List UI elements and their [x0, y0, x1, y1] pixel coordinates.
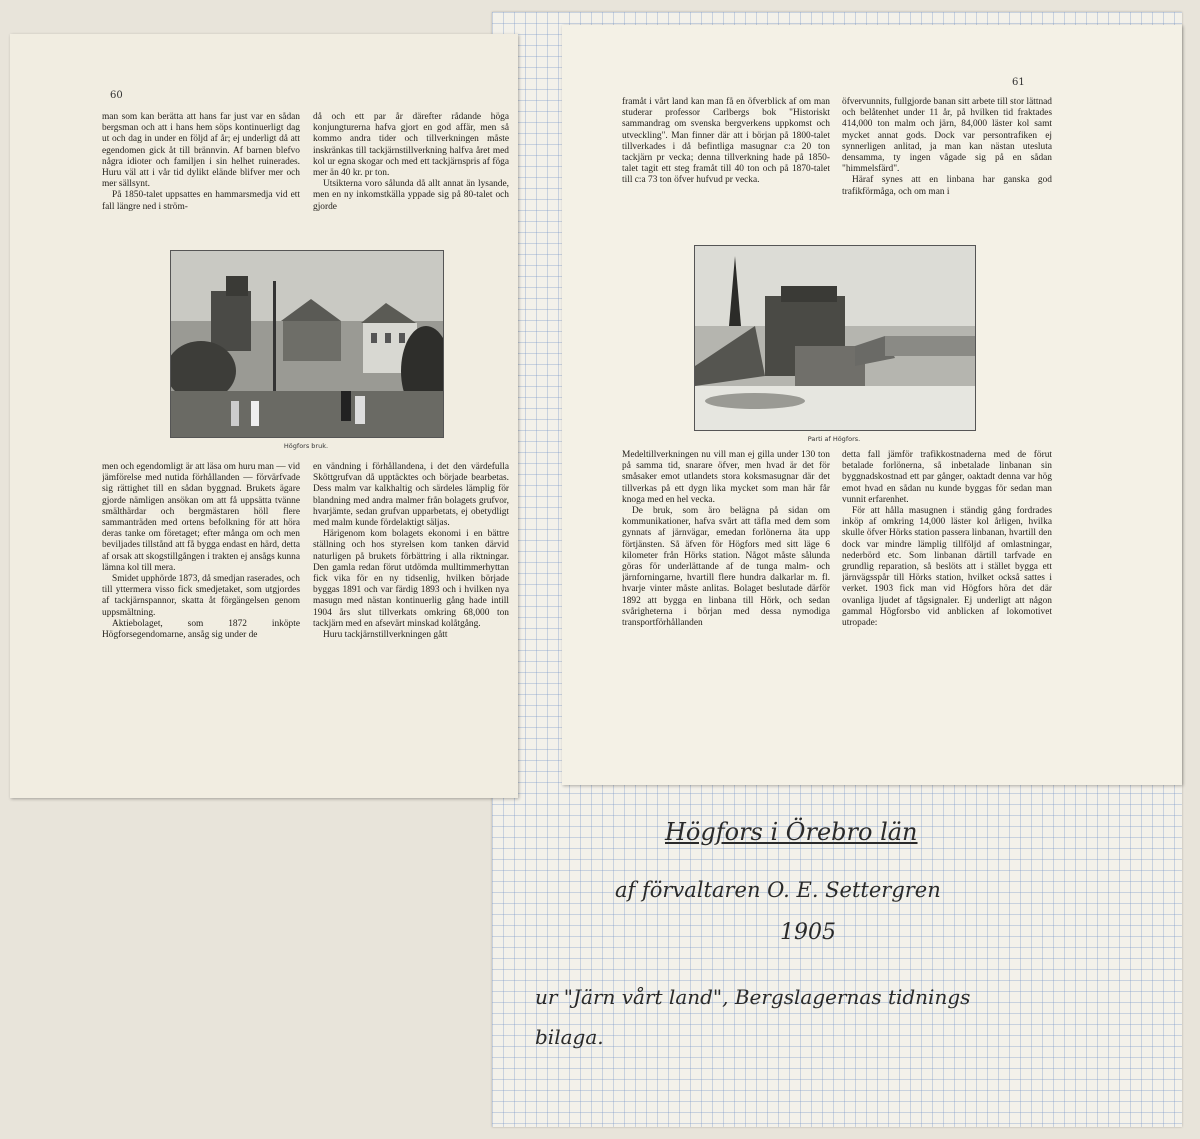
paragraph: De bruk, som äro belägna på sidan om kommunikationer, hafva svårt att täfla med dem som gynnats af järnvägar, emedan forlönerna äta upp förtjänsten. Så äfven för Högfors med sitt läge 6 kilometer från Hörks station. Något måste sålunda göras för underlättande af de tunga malm- och järnforningarne, hvartill flere hundra dalkarlar m. fl. hvarje vinter måste anlitas. Bolaget beslutade därför 1892 att bygga en linbana till Hörk, och sedan svårigheterna i början med dessa nymodiga transportförhållanden	[622, 506, 830, 629]
handwritten-title: Högfors i Örebro län	[665, 818, 918, 846]
handwritten-year: 1905	[780, 920, 836, 945]
left-col2-top	[313, 112, 509, 262]
paragraph: en vändning i förhållandena, i det den värdefulla Sköttgrufvan då upptäcktes och började bearbetas. Dess malm var kalkhaltig och särdeles lämplig för blandning med andra malmer från bolagets grufvor, hvarjämte, sedan grufvan upparbetats, ej obetydligt med malm kunde fördelaktigt säljas.	[313, 462, 509, 529]
right-col1-bottom	[622, 450, 830, 715]
paragraph: Smidet upphörde 1873, då smedjan raserades, och till yttermera visso fick smedjetaket, som utgjordes af tackjärnspannor, skatta åt förgängelsen genom uppsmältning.	[102, 574, 300, 618]
page-number: 60	[110, 90, 123, 101]
paragraph: Aktiebolaget, som 1872 inköpte Högforsegendomarne, ansåg sig under de	[102, 618, 300, 641]
paragraph: då och ett par år därefter rådande höga konjungturerna hafva gjort en god affär, men så kommo andra tider och tillverkningen måste inskränkas till tackjärnstillverkning halfva året med kol ur egna skogar och med ett tackjärnspris af föga mer än 40 kr. pr ton.	[313, 112, 509, 179]
left-col1-bottom	[102, 462, 300, 712]
paragraph: Härigenom kom bolagets ekonomi i en bättre ställning och hos styrelsen kom tanken därvid naturligen på brukets förbättring i alla riktningar. Den gamla redan förut utdömda mulltimmerhyttan fick vika för en ny tidsenlig, hvilken började byggas 1891 och var färdig 1893 och i hvilken nya masugn med nästan kontinuerlig gång hade intill 1904 års slut tillverkats omkring 68,000 ton tackjärn med en afsevärt minskad kolåtgång.	[313, 529, 509, 629]
handwritten-author: af förvaltaren O. E. Settergren	[615, 878, 941, 902]
left-col2-bottom	[313, 462, 509, 712]
handwritten-source-line1: ur "Järn vårt land", Bergslagernas tidnings	[535, 985, 971, 1009]
paragraph: man som kan berätta att hans far just var en sådan bergsman och att i hans hem söps kontinuerligt dag ut och dag in under en följd af år; ej underligt då att egendomen gick åt till brännvin. Af barnen blefvo några idioter och familjen i sin helhet ruinerades. Huru väl att i vår tid dylikt elände blifver mer och mer sällsynt.	[102, 112, 300, 190]
paragraph: öfvervunnits, fullgjorde banan sitt arbete till stor lättnad och belåtenhet under 11 år, på hvilken tid fraktades 414,000 ton malm och järn, 84,000 läster kol samt mycket annat gods. Dock var persontrafiken ej synnerligen anlitad, ja man kan nästan utesluta densamma, ty ingen vågade sig på en sådan "himmelsfärd".	[842, 97, 1052, 175]
paragraph: Häraf synes att en linbana har ganska god trafikförmåga, och om man i	[842, 175, 1052, 197]
paragraph: På 1850-talet uppsattes en hammarsmedja vid ett fall längre ned i ström-	[102, 190, 300, 212]
left-col1-top	[102, 112, 300, 262]
left-clipping-page	[10, 34, 518, 798]
paragraph: Medeltillverkningen nu vill man ej gilla under 130 ton på samma tid, snarare öfver, men hvad är det för småsaker emot utlandets stora koksmasugnar där det tillverkas på ett dygn lika mycket som man här får knoga med en hel vecka.	[622, 450, 830, 505]
photo-caption: Högfors bruk.	[283, 442, 329, 450]
page-number: 61	[1012, 77, 1025, 88]
right-col1-top	[622, 97, 830, 242]
paragraph: Utsikterna voro sålunda då allt annat än lysande, men en ny inkomstkälla yppade sig på 80-talet och gjorde	[313, 179, 509, 212]
right-col2-bottom	[842, 450, 1052, 715]
handwritten-source-line2: bilaga.	[535, 1025, 604, 1049]
paragraph: men och egendomligt är att läsa om huru man — vid jämförelse med nutida förhållanden — förvärfvade sig rättighet till en sådan byggnad. Brukets ägare gjorde nämligen ansökan om att få uppsätta tvänne smälthärdar och bergmästaren höll flere sammanträden med ortens befolkning för att höra deras tanke om företaget; efter många om och men beviljades tillstånd att få bygga endast en härd, detta af orsak att skogstillgången i trakten ej ansågs kunna lämna kol till mera.	[102, 462, 300, 573]
right-clipping-page	[562, 25, 1182, 785]
parti-af-hogfors-photo	[694, 245, 976, 431]
right-col2-top	[842, 97, 1052, 242]
paragraph: Huru tackjärnstillverkningen gått	[323, 630, 448, 641]
paragraph: detta fall jämför trafikkostnaderna med de förut betalade forlönerna, så inbetalade linbanan sin byggnadskostnad ett par gånger, oaktadt denna var hög emot hvad en sådan nu kunde byggas för sedan man vunnit erfarenhet.	[842, 450, 1052, 505]
hogfors-bruk-photo	[170, 250, 444, 438]
photo-caption: Parti af Högfors.	[807, 435, 861, 443]
paragraph: framåt i vårt land kan man få en öfverblick af om man studerar professor Carlbergs bok "Historiskt sammandrag om svenska bergverkens uppkomst och utveckling". Man finner där att i början på 1800-talet tillverkades i då befintliga masugnar c:a 20 ton tackjärn pr vecka; denna tillverkning hade på 1850-talet tagit ett steg framåt till 40 ton och på 1870-talet till c:a 73 ton öfver hufvud pr vecka.	[622, 97, 830, 186]
paragraph: För att hålla masugnen i ständig gång fordrades inköp af omkring 14,000 läster kol årligen, hvilka skulle öfver Hörks station passera linbanan, hvartill den dock var mindre lämplig tillföljd af omlastningar, nederbörd etc. Som linbanan därtill tarfvade en grundlig reparation, så beslöts att i stället bygga ett järnvägsspår till Hörks station, hvilket också sattes i verket. 1903 fick man vid Högfors höra det där ovanliga ljudet af tågsignaler. Ej underligt att någon gammal Högforsbo vid anblicken af lokomotivet utropade:	[842, 506, 1052, 629]
